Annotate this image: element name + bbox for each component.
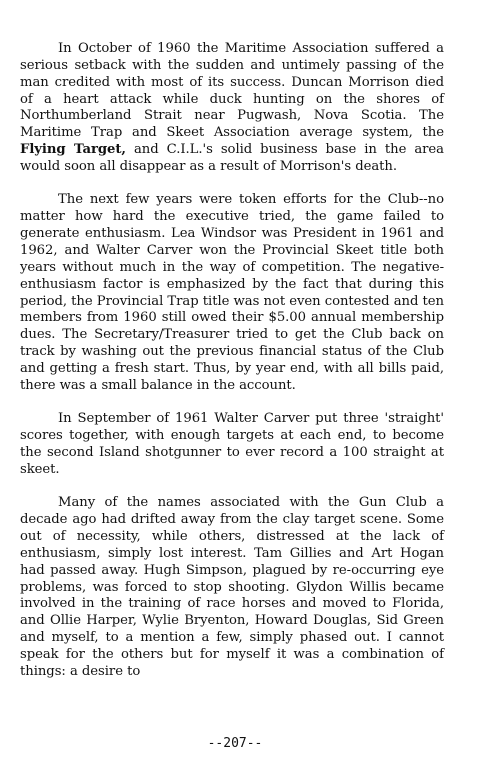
page-number: --207-- <box>207 736 263 751</box>
paragraph-1-text-end: and C.I.L.'s solid business base in the area would soon all disappear as a result of Morrison's death. <box>20 142 444 174</box>
paragraph-morrison-death <box>20 41 444 176</box>
paragraph-1-text-start: In October of 1960 the Maritime Association suffered a serious setback with the sudden and untimely passing of the man credited with most of its success. Duncan Morrison died of a heart attack while duck hunting on the shores of Northumberland Strait near Pugwash, Nova Scotia. The Maritime Trap and Skeet Association average system, the <box>20 41 444 141</box>
paragraph-names-drifted: Many of the names associated with the Gun Club a decade ago had drifted away from the clay target scene. Some out of necessity, while others, distressed at the lack of enthusiasm, simply lost interest. Tam Gillies and Art Hogan had passed away. Hugh Simpson, plagued by re-occurring eye problems, was forced to stop shooting. Glydon Willis became involved in the training of race horses and moved to Florida, and Ollie Harper, Wylie Bryenton, Howard Douglas, Sid Green and myself, to a mention a few, simply phased out. I cannot speak for the others but for myself it was a combination of things: a desire to <box>20 495 444 679</box>
flying-target-title: Flying Target, <box>20 142 126 158</box>
paragraph-carver-straight: In September of 1961 Walter Carver put three 'straight' scores together, with enough targets at each end, to become the second Island shotgunner to ever record a 100 straight at skeet. <box>20 411 444 477</box>
body-text <box>20 41 444 697</box>
paragraph-token-efforts: The next few years were token efforts for the Club--no matter how hard the executive tried, the game failed to generate enthusiasm. Lea Windsor was President in 1961 and 1962, and Walter Carver won the Provincial Skeet title both years without much in the way of competition. The negative-enthusiasm factor is emphasized by the fact that during this period, the Provincial Trap title was not even contested and ten members from 1960 still owed their $5.00 annual membership dues. The Secretary/Treasurer tried to get the Club back on track by washing out the previous financial status of the Club and getting a fresh start. Thus, by year end, with all bills paid, there was a small balance in the account. <box>20 192 444 393</box>
